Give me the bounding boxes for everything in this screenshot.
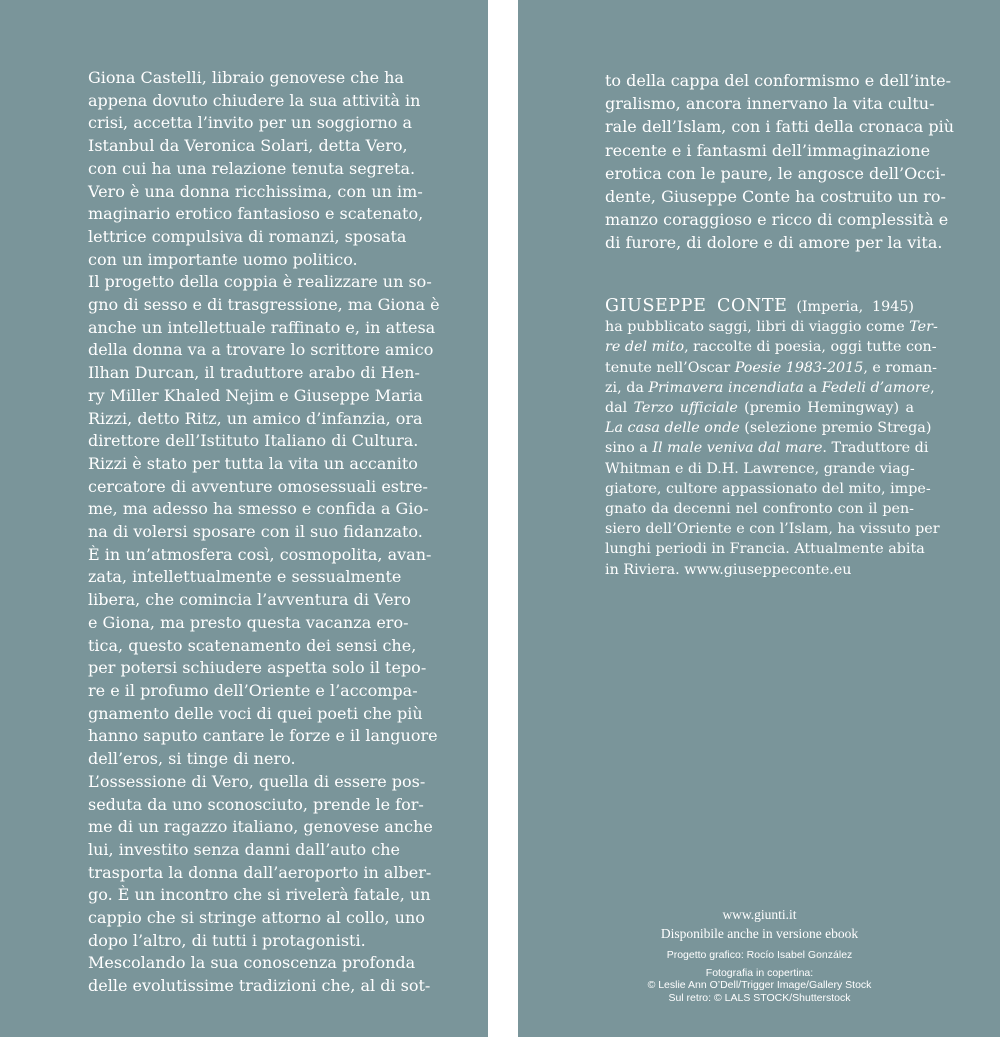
back-photo-credit: Sul retro: © LALS STOCK/Shutterstock [668,991,851,1004]
text-line: Giona Castelli, libraio genovese che ha [88,68,404,87]
text-line: direttore dell’Istituto Italiano di Cultura. [88,431,419,451]
author-name: GIUSEPPE CONTE [605,296,788,316]
text-line: per potersi schiudere aspetta solo il tepo- [88,658,427,678]
text-line: zata, intellettualmente e sessualmente [88,567,402,587]
text-line: rale dell’Islam, con i fatti della cronaca più [605,117,955,137]
bio-line: La casa delle onde (selezione premio Strega) [605,420,932,437]
author-bio [605,296,940,580]
text-line: manzo coraggioso e ricco di complessità e [605,210,949,230]
text-line: con un importante uomo politico. [88,249,358,269]
text-line: gralismo, ancora innervano la vita cultu- [605,94,935,114]
text-line: maginario erotico fantasioso e scatenato, [88,204,424,224]
text-line: Vero è una donna ricchissima, con un im- [88,181,423,201]
bio-line: Whitman e di D.H. Lawrence, grande viag- [605,460,915,477]
text-line: libera, che comincia l’avventura di Vero [88,590,411,610]
text-line: di furore, di dolore e di amore per la vita. [605,233,943,253]
text-line: re e il profumo dell’Oriente e l’accompa- [88,680,418,700]
bio-line: tenute nell’Oscar Poesie 1983-2015, e roman- [605,359,937,376]
text-line: erotica con le paure, le angosce dell’Occi- [605,163,946,183]
text-line: dente, Giuseppe Conte ha costruito un ro- [605,187,946,207]
publisher-website: www.giunti.it [722,907,797,922]
cover-photo-label: Fotografia in copertina: [705,966,814,979]
bio-line: in Riviera. www.giuseppeconte.eu [605,561,852,578]
text-line: dopo l’altro, di tutti i protagonisti. [88,930,366,950]
text-line: Istanbul da Veronica Solari, detta Vero, [88,136,408,156]
text-line: con cui ha una relazione tenuta segreta. [88,158,416,178]
bio-line: GIUSEPPE CONTE (Imperia, 1945) [605,296,914,316]
design-credit: Progetto grafico: Rocío Isabel González [666,949,853,961]
bio-line: re del mito, raccolte di poesia, oggi tutte con- [605,339,937,356]
synopsis-continuation [605,69,955,255]
text-line: seduta da uno sconosciuto, prende le for- [88,794,424,814]
text-line: tica, questo scatenamento dei sensi che, [88,635,417,655]
text-line: gnamento delle voci di quei poeti che più [88,703,423,723]
text-line: trasporta la donna dall’aeroporto in alber- [88,862,432,882]
text-line: cercatore di avventure omosessuali estre- [88,476,428,496]
bio-line: giatore, cultore appassionato del mito, impe- [605,480,931,497]
bio-line: gnato da decenni nel confronto con il pen- [605,501,914,518]
text-line: to della cappa del conformismo e dell’inte- [605,71,952,90]
text-line: gno di sesso e di trasgressione, ma Giona è [88,295,440,315]
text-line: appena dovuto chiudere la sua attività in [88,90,421,110]
text-line: recente e i fantasmi dell’immaginazione [605,140,931,160]
text-line: cappio che si stringe attorno al collo, uno [88,908,425,928]
synopsis-text [88,67,440,998]
ebook-note: Disponibile anche in versione ebook [660,926,859,941]
text-line: della donna va a trovare lo scrittore amico [88,340,434,360]
text-line: e Giona, ma presto questa vacanza ero- [88,612,409,632]
text-line: delle evolutissime tradizioni che, al di sot- [88,976,431,996]
text-line: Mescolando la sua conoscenza profonda [88,953,416,973]
text-line: Rizzi, detto Ritz, un amico d’infanzia, ora [88,408,423,428]
text-line: L’ossessione di Vero, quella di essere pos- [88,771,426,791]
left-flap [0,0,488,1037]
bio-line: zi, da Primavera incendiata a Fedeli d’amore, [605,379,935,396]
text-line: me, ma adesso ha smesso e confida a Gio- [88,499,429,519]
bio-line: dal Terzo ufficiale (premio Hemingway) a [605,400,914,417]
text-line: dell’eros, si tinge di nero. [88,749,296,769]
text-line: Rizzi è stato per tutta la vita un accanito [88,453,418,473]
bio-line: siero dell’Oriente e con l’Islam, ha vissuto per [605,521,940,538]
text-line: È in un’atmosfera così, cosmopolita, avan- [88,544,432,564]
text-line: lui, investito senza danni dall’auto che [88,839,401,859]
text-line: me di un ragazzo italiano, genovese anche [88,817,433,837]
bio-line: ha pubblicato saggi, libri di viaggio come Ter- [605,319,938,336]
text-line: crisi, accetta l’invito per un soggiorno a [88,113,412,133]
text-line: hanno saputo cantare le forze e il languore [88,726,438,746]
cover-photo-credit: © Leslie Ann O’Dell/Trigger Image/Gallery Stock [647,979,872,991]
text-line: anche un intellettuale raffinato e, in attesa [88,317,436,337]
right-flap [518,0,1000,1037]
publisher-credits [605,905,914,1004]
bio-line: lunghi periodi in Francia. Attualmente abita [605,541,925,558]
text-line: Il progetto della coppia è realizzare un so- [88,272,432,292]
text-line: na di volersi sposare con il suo fidanzato. [88,522,423,542]
text-line: ry Miller Khaled Nejim e Giuseppe Maria [88,385,423,405]
bio-line: sino a Il male veniva dal mare. Traduttore di [605,440,929,457]
text-line: lettrice compulsiva di romanzi, sposata [88,226,407,246]
text-line: Ilhan Durcan, il traduttore arabo di Hen- [88,363,420,383]
text-line: go. È un incontro che si rivelerà fatale, un [88,885,431,905]
